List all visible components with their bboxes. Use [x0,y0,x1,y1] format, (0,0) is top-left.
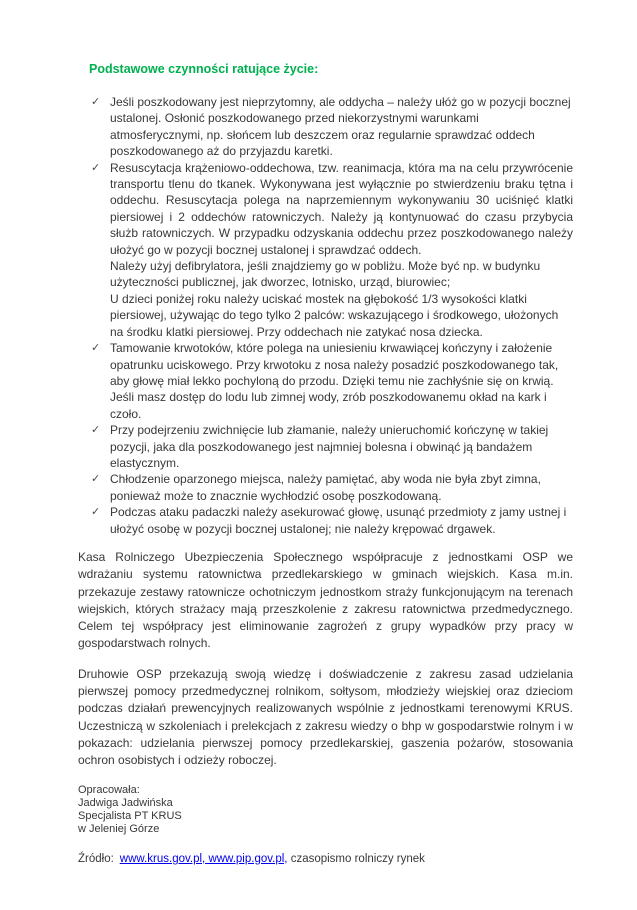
checkmark-icon: ✓ [91,424,101,437]
list-item-sub-text: U dzieci poniżej roku należy uciskać mostek na głębokość 1/3 wysokości klatki piersiowej, używając do tego tylko 2 palców: wskazującego i środkowego, ułożonych na środku klatki piersiowej. Przy oddechach nie zatykać nosa dziecka. [110,291,559,339]
signature-author-location: w Jeleniej Górze [78,823,160,836]
list-item-text: Przy podejrzeniu zwichnięcie lub złamanie, należy unieruchomić kończynę w takiej pozycji, jaka dla poszkodowanego jest najmniej bolesna i obwinąć ją bandażem elastycznym. [110,423,549,470]
list-item [91,94,573,160]
list-item-main-text: Resuscytacja krążeniowo-oddechowa, tzw. reanimacja, która ma na celu przywrócenie transportu tlenu do tkanek. Wykonywana jest wyłącznie po stwierdzeniu braku tętna i oddechu. Resuscytacja polega na naprzemiennym wykonywaniu 30 uciśnięć klatki piersiowej i 2 oddechów ratowniczych. Należy ją kontynuować do czasu przybycia służb ratowniczych. W przypadku odzyskania oddechu przez poszkodowanego należy ułożyć go w pozycji bocznej ustalonej i sprawdzać oddech. [110,160,573,257]
signature-author-title: Specjalista PT KRUS [78,810,182,823]
source-line [78,852,573,866]
pip-link[interactable]: www.pip.gov.pl, [208,852,288,865]
first-aid-list [91,94,573,537]
list-item-text: Chłodzenie oparzonego miejsca, należy pamiętać, aby woda nie była zbyt zimna, ponieważ może to znacznie wychłodzić osobę poszkodowaną. [110,472,541,503]
list-item-text [110,160,573,340]
signature-author-name: Jadwiga Jadwińska [78,796,173,809]
checkmark-icon: ✓ [91,473,101,486]
page-title: Podstawowe czynności ratujące życie: [89,62,319,76]
signature-block [78,784,573,837]
list-item [91,471,573,504]
list-item-sub-text: Należy użyj defibrylatora, jeśli znajdziemy go w pobliżu. Może być np. w budynku użyteczności publicznej, jak dworzec, lotnisko, urząd, biurowiec; [110,259,541,290]
list-item [91,340,573,422]
signature-prepared-by-label: Opracowała: [78,783,140,796]
list-item [91,160,573,340]
krus-link[interactable]: www.krus.gov.pl, [119,852,206,865]
list-item-text: Podczas ataku padaczki należy asekurować głowę, usunąć przedmioty z jamy ustnej i ułożyć osobę w pozycji bocznej ustalonej; nie należy krępować drgawek. [110,505,567,536]
checkmark-icon: ✓ [91,342,101,355]
checkmark-icon: ✓ [91,506,101,519]
list-item-text: Tamowanie krwotoków, które polega na uniesieniu krwawiącej kończyny i założenie opatrunku uciskowego. Przy krwotoku z nosa należy posadzić poszkodowanego tak, aby głowę miał lekko pochyloną do przodu. Dzięki temu nie zachłyśnie się on krwią. Jeśli masz dostęp do lodu lub zimnej wody, zrób poszkodowanemu okład na kark i czoło. [110,341,559,421]
source-links [120,853,288,865]
list-item [91,504,573,537]
paragraph-druhowie-osp: Druhowie OSP przekazują swoją wiedzę i doświadczenie z zakresu zasad udzielania pierwszej pomocy przedmedycznej rolnikom, sołtysom, młodzieży wiejskiej oraz dzieciom podczas działań prewencyjnych realizowanych wspólnie z jednostkami terenowymi KRUS. Uczestniczą w szkoleniach i prelekcjach z zakresu wiedzy o bhp w gospodarstwie rolnym i w pokazach: udzielania pierwszej pomocy przedlekarskiej, gaszenia pożarów, stosowania ochron osobistych i odzieży roboczej. [78,666,573,768]
source-suffix: czasopismo rolniczy rynek [290,852,425,865]
list-item [91,422,573,471]
checkmark-icon: ✓ [91,96,101,108]
checkmark-icon: ✓ [91,161,101,174]
paragraph-krus-osp: Kasa Rolniczego Ubezpieczenia Społecznego współpracuje z jednostkami OSP we wdrażaniu systemu ratownictwa przedlekarskiego w gminach wiejskich. Kasa m.in. przekazuje zestawy ratownicze ochotniczym jednostkom straży funkcjonującym na terenach wiejskich, których strażacy mają przeszkolenie z zakresu ratownictwa przedmedycznego. Celem tej współpracy jest eliminowanie zagrożeń z grupy wypadków przy pracy w gospodarstwach rolnych. [78,549,573,651]
list-item-text: Jeśli poszkodowany jest nieprzytomny, ale oddycha – należy ułóż go w pozycji bocznej ustalonej. Osłonić poszkodowanego przed niekorzystnymi warunkami atmosferycznymi, np. słońcem lub deszczem oraz regularnie sprawdzać oddech poszkodowanego aż do przyjazdu karetki. [110,95,571,159]
source-label: Źródło: [78,852,114,865]
